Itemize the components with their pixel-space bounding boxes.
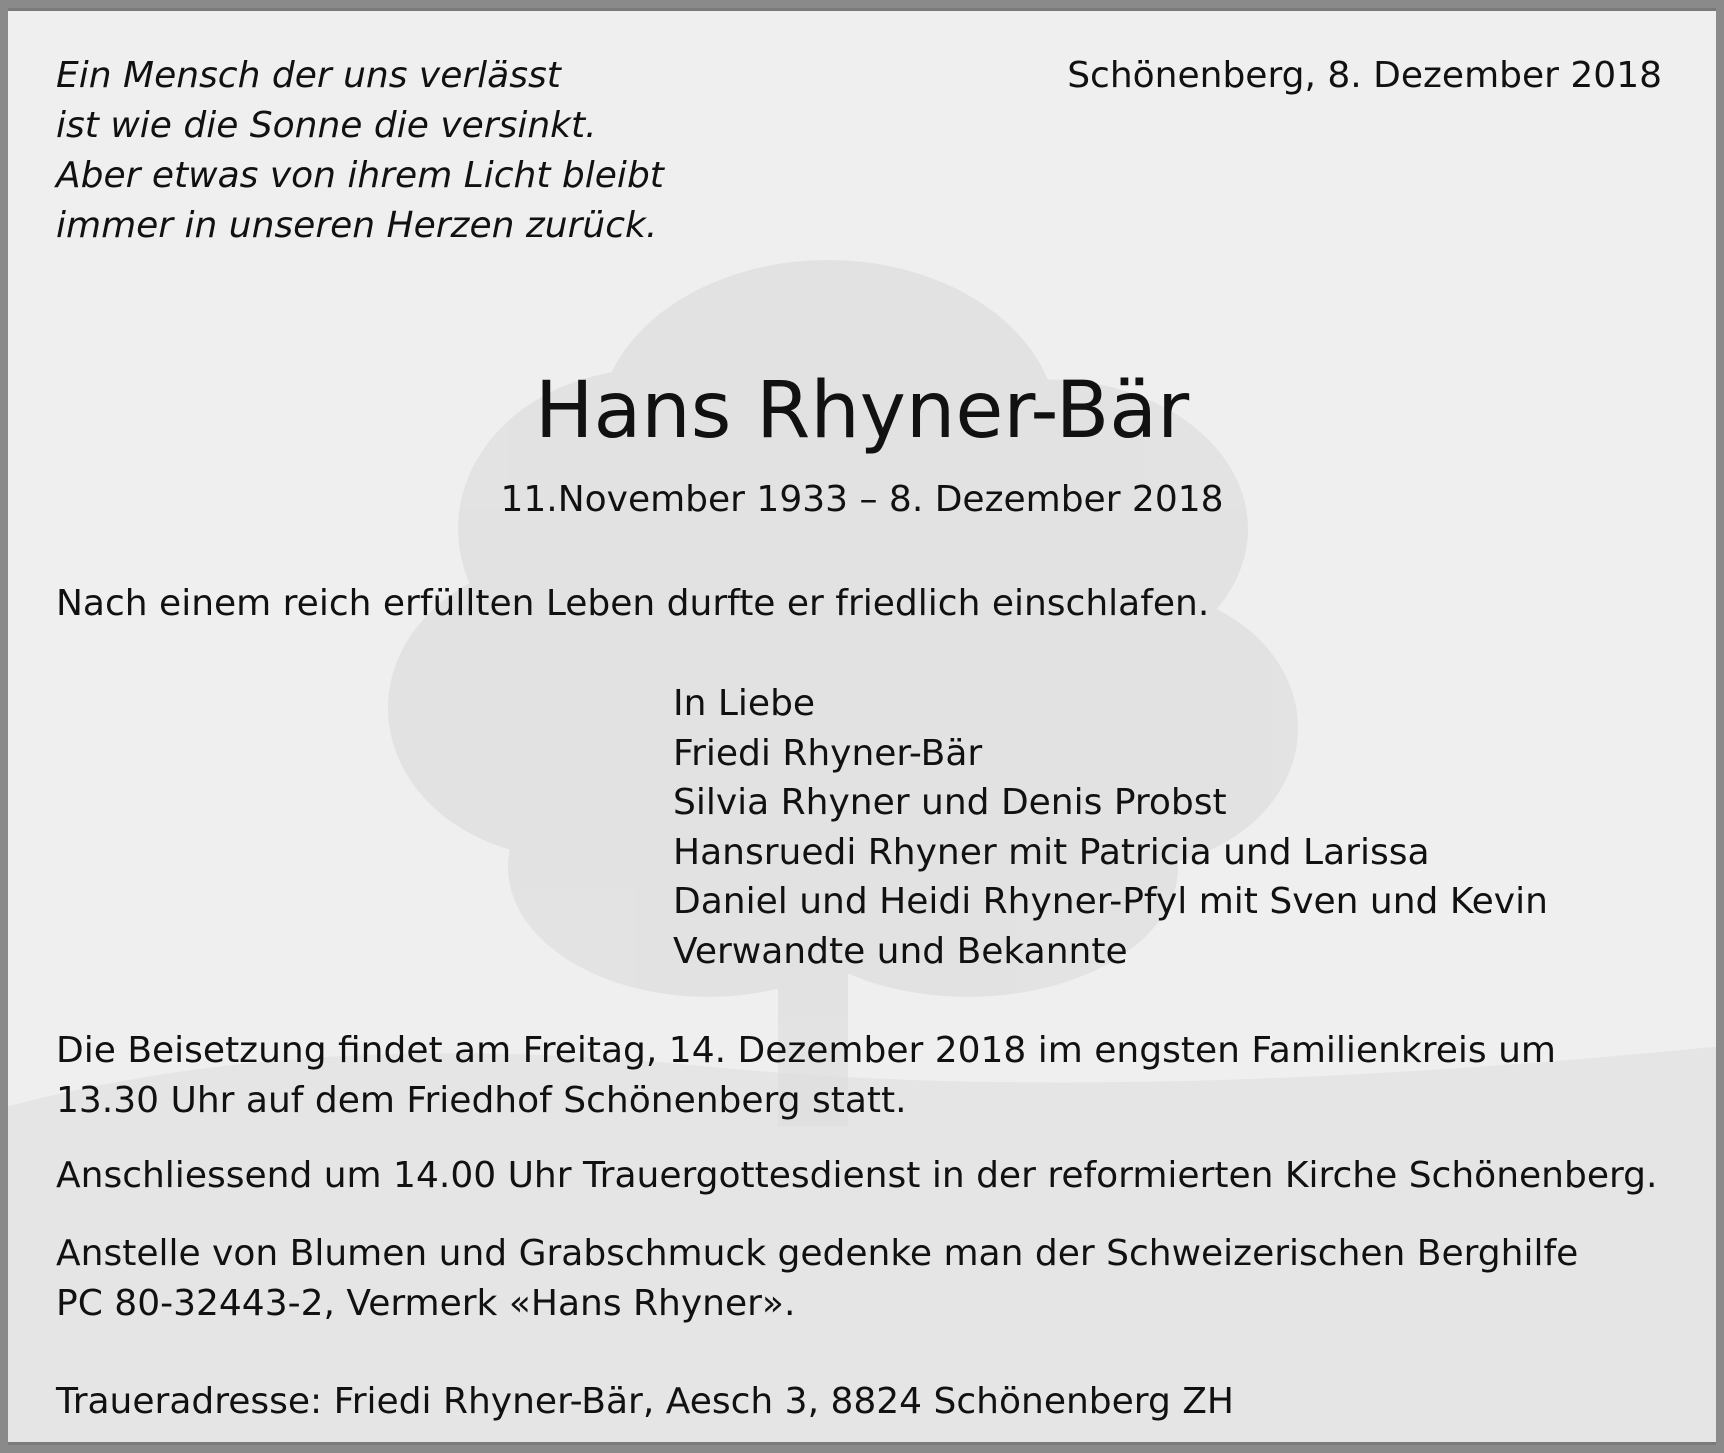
burial-line: Die Beisetzung findet am Freitag, 14. Dezember 2018 im engsten Familienkreis um xyxy=(56,1030,1556,1071)
poem xyxy=(56,51,664,251)
poem-line: immer in unseren Herzen zurück. xyxy=(56,205,658,246)
mourning-address: Traueradresse: Friedi Rhyner-Bär, Aesch 3, 8824 Schönenberg ZH xyxy=(56,1381,1234,1422)
intro-sentence: Nach einem reich erfüllten Leben durfte er friedlich einschlafen. xyxy=(56,583,1210,624)
mourners-item: Friedi Rhyner-Bär xyxy=(673,732,983,774)
donation-line: PC 80-32443-2, Vermerk «Hans Rhyner». xyxy=(56,1283,796,1324)
burial-line: 13.30 Uhr auf dem Friedhof Schönenberg statt. xyxy=(56,1080,907,1121)
mourners-item: Hansruedi Rhyner mit Patricia und Larissa xyxy=(673,831,1430,873)
poem-line: Aber etwas von ihrem Licht bleibt xyxy=(56,155,664,196)
mourners-item: Verwandte und Bekannte xyxy=(673,930,1128,972)
place-and-date: Schönenberg, 8. Dezember 2018 xyxy=(1067,55,1662,96)
donation-line: Anstelle von Blumen und Grabschmuck gedenke man der Schweizerischen Berghilfe xyxy=(56,1233,1579,1274)
mourners-item: In Liebe xyxy=(673,683,816,724)
poem-line: Ein Mensch der uns verlässt xyxy=(56,55,561,96)
mourners-item: Silvia Rhyner und Denis Probst xyxy=(673,782,1227,823)
donation-paragraph xyxy=(56,1229,1578,1329)
life-dates: 11.November 1933 – 8. Dezember 2018 xyxy=(500,479,1224,520)
poem-line: ist wie die Sonne die versinkt. xyxy=(56,105,597,146)
mourners-item: Daniel und Heidi Rhyner-Pfyl mit Sven und Kevin xyxy=(673,881,1548,922)
mourners-list xyxy=(673,679,1548,976)
service-paragraph: Anschliessend um 14.00 Uhr Trauergottesdienst in der reformierten Kirche Schönenberg. xyxy=(56,1155,1658,1196)
burial-paragraph xyxy=(56,1026,1556,1126)
obituary-card xyxy=(8,8,1716,1445)
deceased-name: Hans Rhyner-Bär xyxy=(534,366,1190,456)
